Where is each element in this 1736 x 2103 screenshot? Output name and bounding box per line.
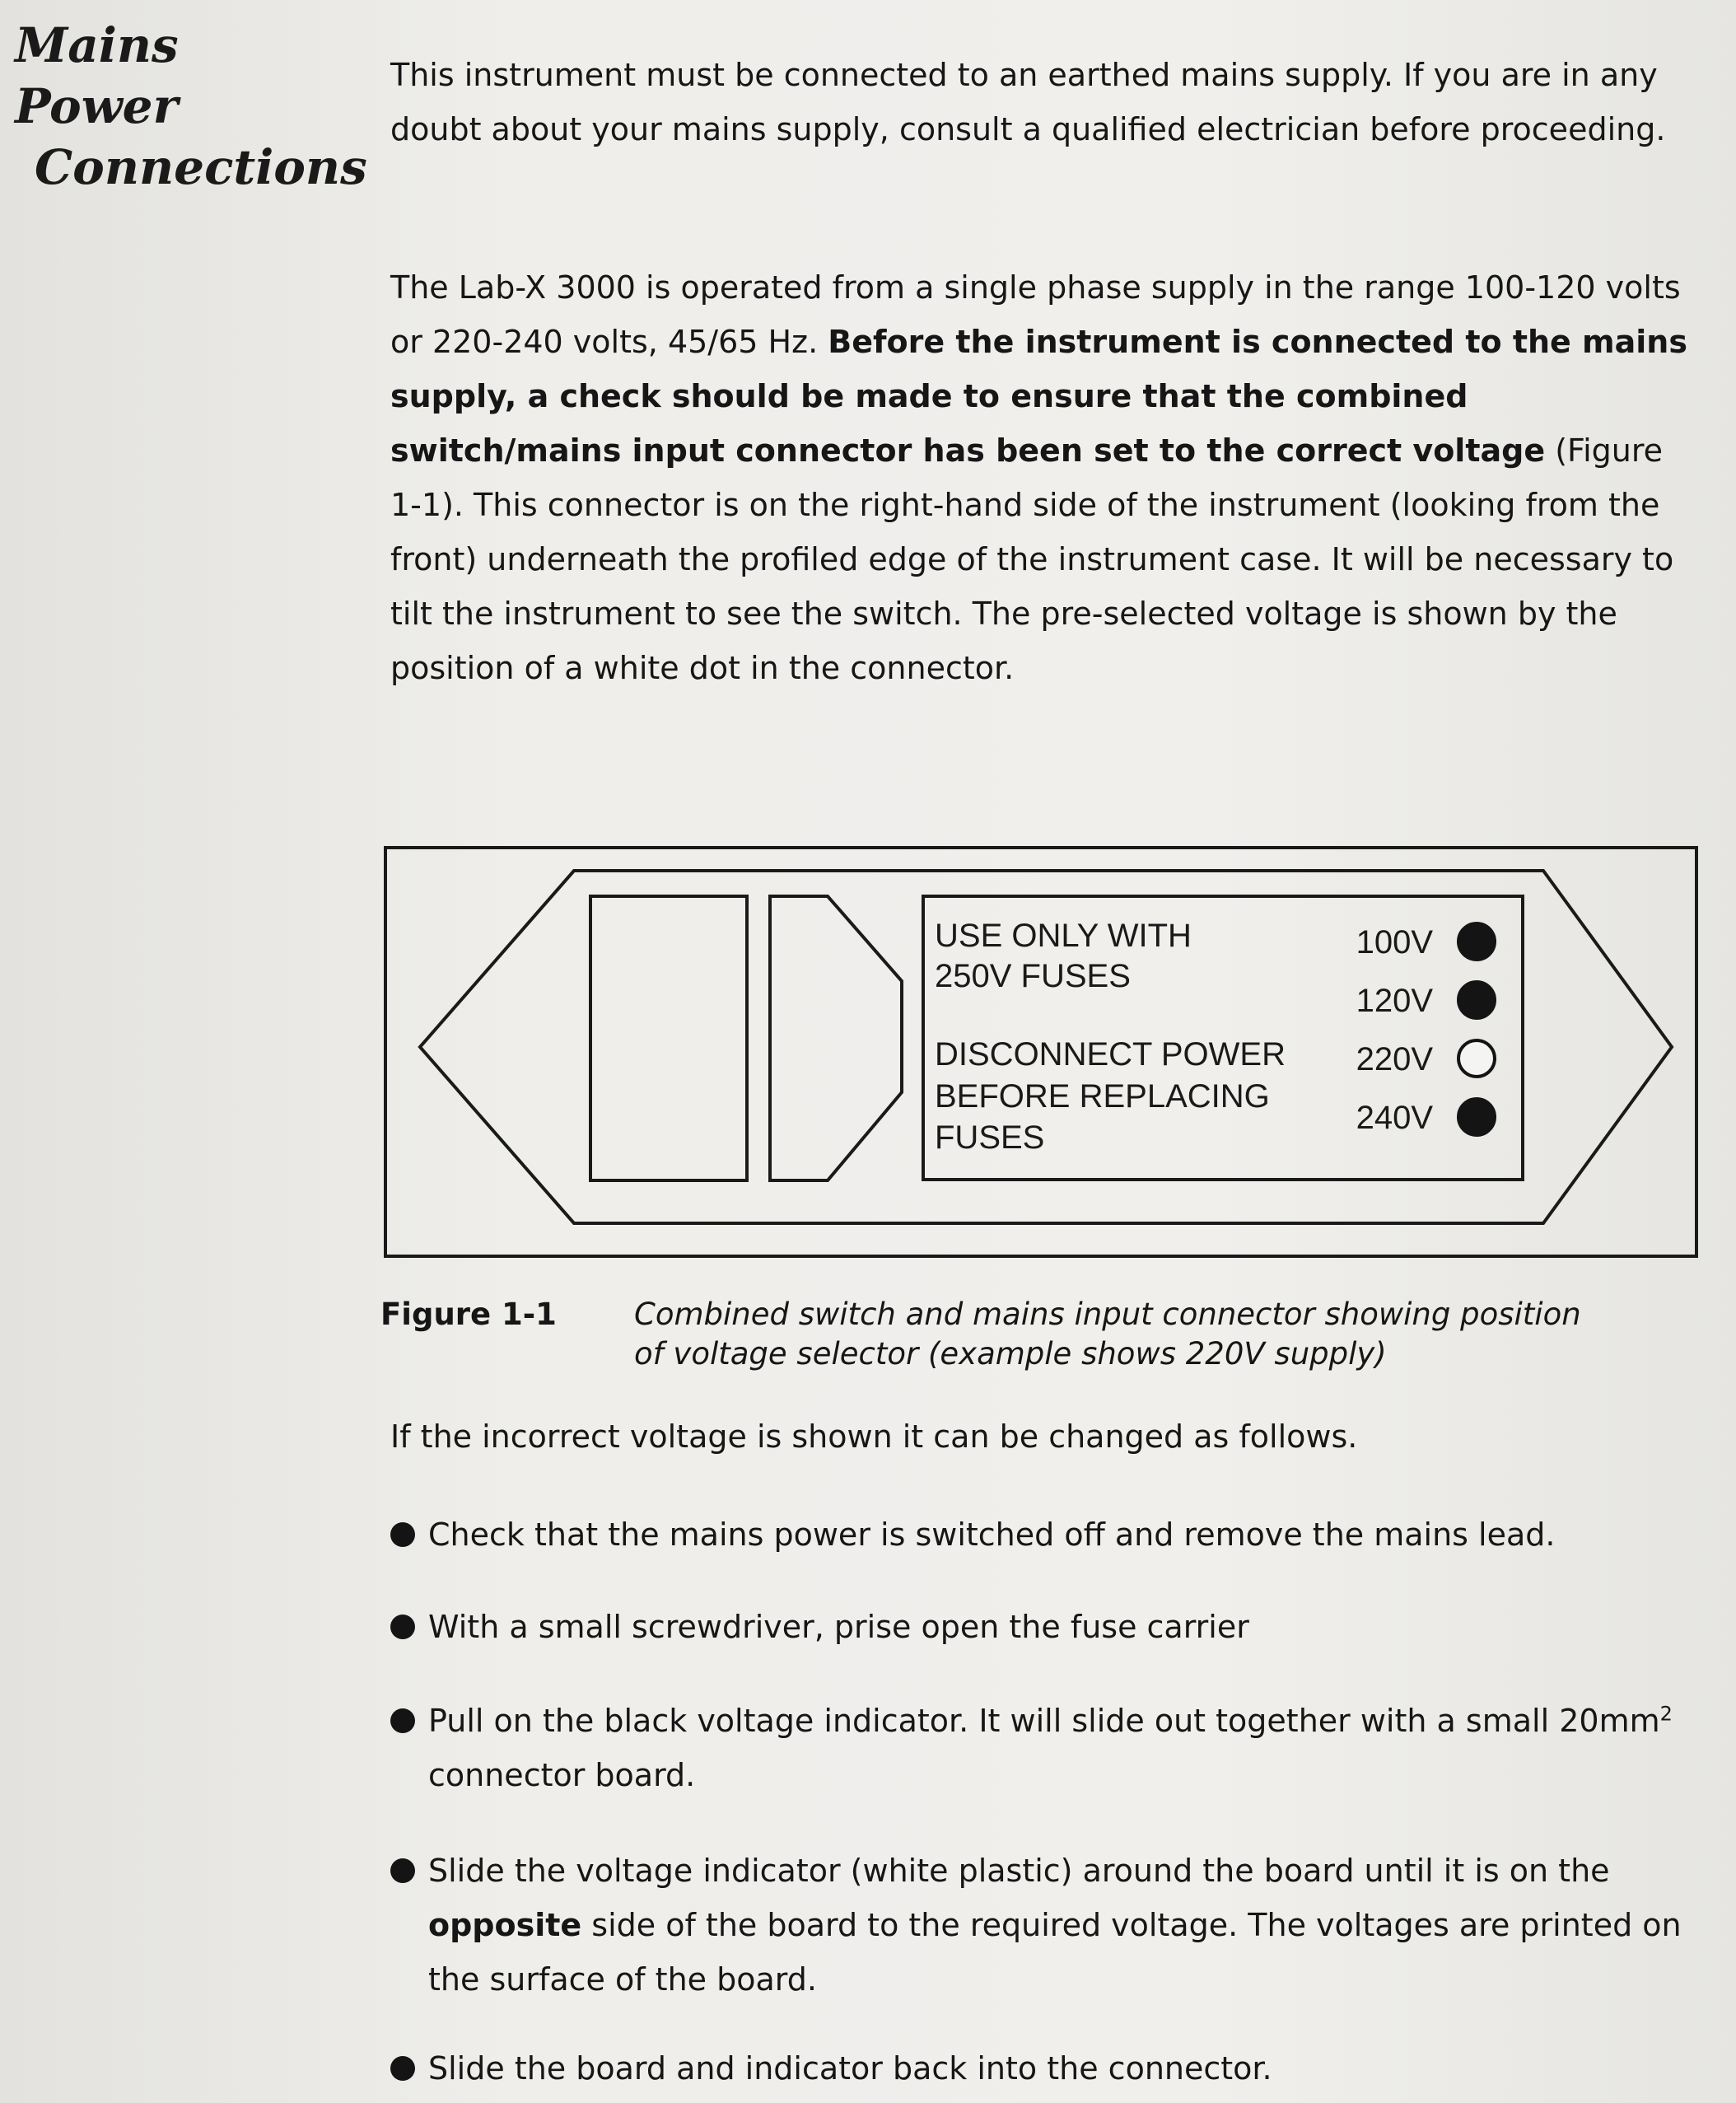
- step-text: With a small screwdriver, prise open the fuse carrier: [428, 1609, 1249, 1645]
- bullet-icon: [390, 1858, 415, 1883]
- figure-caption-line1: Combined switch and mains input connector showing position: [634, 1297, 1581, 1332]
- step-text-a: Slide the voltage indicator (white plastic) around the board until it is on the: [428, 1853, 1610, 1889]
- connector-diagram: [387, 849, 1695, 1255]
- section-title: [15, 15, 367, 198]
- paragraph-earthed-supply: This instrument must be connected to an earthed mains supply. If you are in any doubt about your mains supply, consult a qualified electrician before proceeding.: [390, 57, 1666, 147]
- figure-caption-text: [634, 1295, 1713, 1374]
- step-text: Check that the mains power is switched off and remove the mains lead.: [428, 1516, 1556, 1553]
- voltage-indicator: [1458, 982, 1495, 1018]
- paragraph-supply-part2: (Figure 1-1). This connector is on the right-hand side of the instrument (looking from the front) underneath the profiled edge of the instrument case. It will be necessary to tilt the instrument to see the switch. The pre-selected voltage is shown by the position of a white dot in the connector.: [390, 432, 1674, 686]
- bullet-icon: [390, 1615, 415, 1639]
- paragraph-supply-part1: The Lab-X 3000 is operated from a single phase supply in the range 100-120 volts or 220-240 volts, 45/65 Hz.: [390, 269, 1681, 360]
- superscript: 2: [1659, 1702, 1673, 1726]
- step-text: Slide the board and indicator back into the connector.: [428, 2050, 1272, 2087]
- step-text: [428, 1844, 1705, 2007]
- section-title-line2: Connections: [35, 139, 367, 195]
- bullet-icon: [390, 1522, 415, 1547]
- switch-rocker-left: [590, 896, 747, 1180]
- figure-caption-line2: of voltage selector (example shows 220V supply): [634, 1336, 1387, 1372]
- voltage-label: 100V: [1356, 924, 1433, 960]
- connector-figure: [384, 846, 1698, 1258]
- step-text: [428, 1694, 1705, 1802]
- change-voltage-intro: If the incorrect voltage is shown it can be changed as follows.: [390, 1418, 1358, 1455]
- step-text-bold: opposite: [428, 1907, 582, 1943]
- voltage-indicator-selected: [1458, 1040, 1495, 1077]
- voltage-label: 120V: [1356, 983, 1433, 1019]
- voltage-label: 220V: [1356, 1041, 1433, 1077]
- voltage-selector: [1356, 923, 1495, 1136]
- bullet-icon: [390, 2056, 415, 2081]
- warning-line3: FUSES: [935, 1119, 1045, 1156]
- bullet-icon: [390, 1708, 415, 1733]
- warning-line1: DISCONNECT POWER: [935, 1036, 1286, 1073]
- step-text-a: Pull on the black voltage indicator. It will slide out together with a small 20mm: [428, 1703, 1660, 1739]
- voltage-indicator: [1458, 1099, 1495, 1135]
- fuse-label-line2: 250V FUSES: [935, 958, 1131, 994]
- switch-rocker-right: [770, 896, 902, 1180]
- paragraph-supply-range: [390, 260, 1700, 695]
- fuse-label-line1: USE ONLY WITH: [935, 918, 1192, 954]
- voltage-indicator: [1458, 923, 1495, 960]
- paragraph-supply-bold: Before the instrument is connected to the mains supply, a check should be made to ensure that the combined switch/mains input connector has been set to the correct voltage: [390, 324, 1687, 469]
- figure-caption-label: Figure 1-1: [380, 1297, 557, 1332]
- voltage-label: 240V: [1356, 1100, 1433, 1136]
- step-text-b: side of the board to the required voltage. The voltages are printed on the surface of the board.: [428, 1907, 1682, 1998]
- section-title-line1: Mains Power: [15, 17, 179, 134]
- step-text-b: connector board.: [428, 1757, 696, 1793]
- warning-line2: BEFORE REPLACING: [935, 1078, 1270, 1115]
